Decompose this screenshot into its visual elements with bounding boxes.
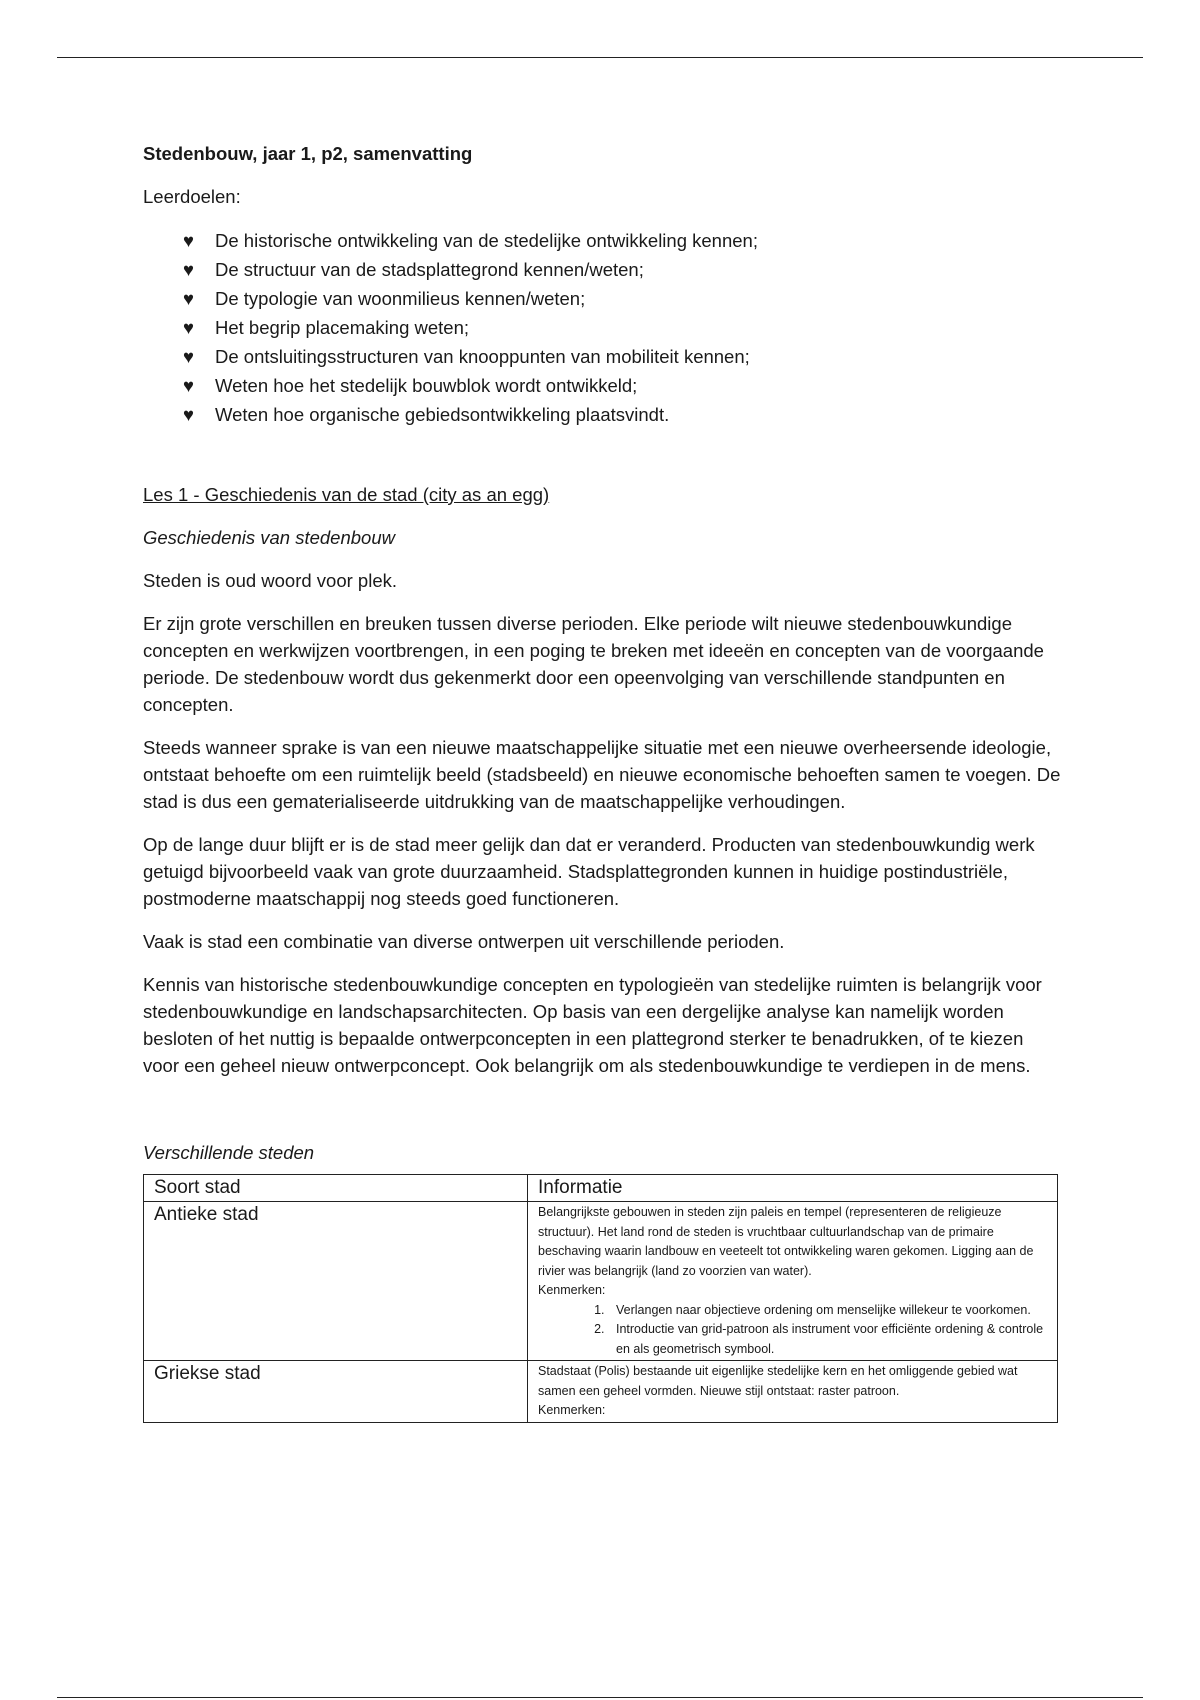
document-page: [143, 140, 1063, 1423]
city-info-text: Belangrijkste gebouwen in steden zijn paleis en tempel (representeren de religieuze structuur). Het land rond de steden is vruchtbaar cultuurlandschap van de primaire beschaving waarin landbouw en veeteelt tot ontwikkeling waren gekomen. Ligging aan de rivier was belangrijk (land zo voorzien van water).: [538, 1205, 1034, 1278]
table-row: [144, 1202, 1058, 1361]
feature-item: 2. Introductie van grid-patroon als instrument voor efficiënte ordening & controle en als geometrisch symbool.: [608, 1320, 1047, 1359]
heart-bullet-icon: ♥: [183, 404, 194, 425]
goal-item: ♥ De structuur van de stadsplattegrond kennen/weten;: [183, 255, 1063, 284]
paragraph: Steden is oud woord voor plek.: [143, 570, 398, 591]
cities-table: [143, 1174, 1058, 1423]
goal-item: ♥ Het begrip placemaking weten;: [183, 313, 1063, 342]
column-header-type: Soort stad: [144, 1175, 528, 1202]
city-type-cell: Antieke stad: [144, 1202, 528, 1361]
cities-subheading: Verschillende steden: [143, 1142, 315, 1163]
feature-item: 1. Verlangen naar objectieve ordening om menselijke willekeur te voorkomen.: [608, 1301, 1047, 1321]
document-title: Stedenbouw, jaar 1, p2, samenvatting: [143, 143, 473, 164]
paragraph: Er zijn grote verschillen en breuken tussen diverse perioden. Elke periode wilt nieuwe stedenbouwkundige concepten en werkwijzen voortbrengen, in een poging te breken met ideeën en concepten van de voorgaande periode. De stedenbouw wordt dus gekenmerkt door een opeenvolging van verschillende standpunten en concepten.: [143, 613, 1044, 715]
heart-bullet-icon: ♥: [183, 230, 194, 251]
goal-item: ♥ Weten hoe organische gebiedsontwikkeling plaatsvindt.: [183, 400, 1063, 429]
features-label: Kenmerken:: [538, 1283, 606, 1297]
goal-item: ♥ Weten hoe het stedelijk bouwblok wordt ontwikkeld;: [183, 371, 1063, 400]
history-subheading: Geschiedenis van stedenbouw: [143, 527, 395, 548]
goal-item: ♥ De ontsluitingsstructuren van knooppunten van mobiliteit kennen;: [183, 342, 1063, 371]
paragraph: Vaak is stad een combinatie van diverse ontwerpen uit verschillende perioden.: [143, 931, 785, 952]
goal-item: ♥ De historische ontwikkeling van de stedelijke ontwikkeling kennen;: [183, 226, 1063, 255]
paragraph: Steeds wanneer sprake is van een nieuwe maatschappelijke situatie met een nieuwe overheersende ideologie, ontstaat behoefte om een ruimtelijk beeld (stadsbeeld) en nieuwe economische behoeften samen te voegen. De stad is dus een gematerialiseerde uitdrukking van de maatschappelijke verhoudingen.: [143, 737, 1061, 812]
column-header-info: Informatie: [528, 1175, 1058, 1202]
city-info-cell: [528, 1202, 1058, 1361]
city-type-cell: Griekse stad: [144, 1361, 528, 1423]
heart-bullet-icon: ♥: [183, 317, 194, 338]
paragraph: Op de lange duur blijft er is de stad meer gelijk dan dat er veranderd. Producten van stedenbouwkundig werk getuigd bijvoorbeeld vaak van grote duurzaamheid. Stadsplattegronden kunnen in huidige postindustriële, postmoderne maatschappij nog steeds goed functioneren.: [143, 834, 1035, 909]
heart-bullet-icon: ♥: [183, 346, 194, 367]
goals-list: [143, 226, 1063, 429]
header-rule: [57, 57, 1143, 58]
table-header-row: [144, 1175, 1058, 1202]
paragraph: Kennis van historische stedenbouwkundige concepten en typologieën van stedelijke ruimten is belangrijk voor stedenbouwkundige en landschapsarchitecten. Op basis van een dergelijke analyse kan namelijk worden besloten of het nuttig is bepaalde ontwerpconcepten in een plattegrond sterker te benadrukken, of te kiezen voor een geheel nieuw ontwerpconcept. Ook belangrijk om als stedenbouwkundige te verdiepen in de mens.: [143, 974, 1042, 1076]
city-info-text: Stadstaat (Polis) bestaande uit eigenlijke stedelijke kern en het omliggende gebied wat samen een geheel vormden. Nieuwe stijl ontstaat: raster patroon.: [538, 1364, 1018, 1398]
features-label: Kenmerken:: [538, 1403, 606, 1417]
goal-item: ♥ De typologie van woonmilieus kennen/weten;: [183, 284, 1063, 313]
features-list: [538, 1301, 1047, 1360]
lesson-heading: Les 1 - Geschiedenis van de stad (city as an egg): [143, 484, 550, 505]
goals-heading: Leerdoelen:: [143, 186, 241, 207]
table-row: [144, 1361, 1058, 1423]
heart-bullet-icon: ♥: [183, 259, 194, 280]
heart-bullet-icon: ♥: [183, 375, 194, 396]
footer-rule: [57, 1697, 1143, 1698]
heart-bullet-icon: ♥: [183, 288, 194, 309]
city-info-cell: [528, 1361, 1058, 1423]
